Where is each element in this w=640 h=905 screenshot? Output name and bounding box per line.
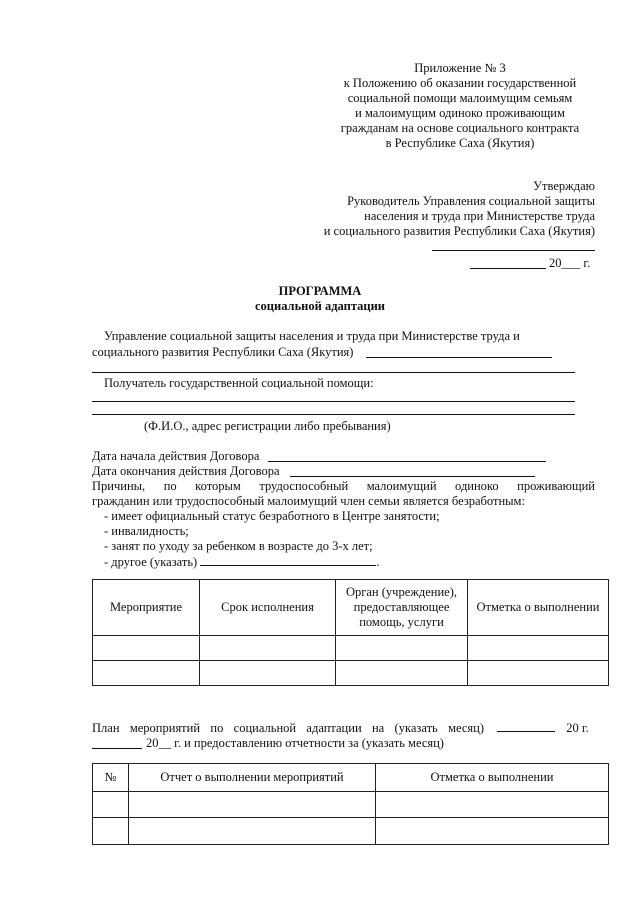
org-line1: Управление социальной защиты населения и труда при Министерстве труда и xyxy=(104,329,520,343)
table-cell[interactable] xyxy=(468,661,609,686)
title-line1: ПРОГРАММА xyxy=(278,284,362,298)
table-row xyxy=(93,636,609,661)
approval-line: и социального развития Республики Саха (Якутия) xyxy=(323,224,595,238)
table-cell[interactable] xyxy=(200,636,336,661)
appendix-line: к Положению об оказании государственной xyxy=(343,76,577,90)
org-line2: социального развития Республики Саха (Якутия) xyxy=(92,345,354,359)
end-date-label: Дата окончания действия Договора xyxy=(92,464,280,478)
recipient-label: Получатель государственной социальной помощи: xyxy=(104,376,374,390)
recipient-line1[interactable] xyxy=(92,401,575,402)
table-header-row xyxy=(93,580,609,636)
appendix-line: Приложение № 3 xyxy=(414,61,506,75)
org-name-blank[interactable] xyxy=(366,357,552,358)
approver-signature-line[interactable] xyxy=(432,250,595,251)
reason-item-other xyxy=(104,554,440,570)
table-header-cell: Отметка о выполнении xyxy=(376,764,609,792)
end-date-blank[interactable] xyxy=(290,476,535,477)
table-cell[interactable] xyxy=(200,661,336,686)
approval-date-label: 20___ г. xyxy=(549,256,591,270)
table-header-cell: Мероприятие xyxy=(93,580,200,636)
appendix-line: социальной помощи малоимущим семьям xyxy=(347,91,573,105)
appendix-line: в Республике Саха (Якутия) xyxy=(385,136,535,150)
table-header-cell: Отчет о выполнении мероприятий xyxy=(129,764,376,792)
table-row xyxy=(93,661,609,686)
table-cell[interactable] xyxy=(336,661,468,686)
appendix-line: гражданам на основе социального контракта xyxy=(340,121,580,135)
plan-month-blank[interactable] xyxy=(497,720,555,732)
plan-year-blank[interactable] xyxy=(92,748,142,749)
reason-item: - занят по уходу за ребенком в возрасте до 3-х лет; xyxy=(104,539,373,553)
title-line2: социальной адаптации xyxy=(255,299,385,313)
reason-other-blank[interactable] xyxy=(200,554,376,566)
appendix-block xyxy=(300,61,620,151)
start-date-label: Дата начала действия Договора xyxy=(92,449,260,463)
reasons-line1: Причины, по которым трудоспособный малоимущий одиноко проживающий xyxy=(92,479,595,493)
plan-line2: 20__ г. и предоставлению отчетности за (указать месяц) xyxy=(146,736,444,750)
reason-item: - имеет официальный статус безработного в Центре занятости; xyxy=(104,509,440,523)
table-cell[interactable] xyxy=(93,636,200,661)
reasons-list xyxy=(104,509,440,570)
table-row xyxy=(93,792,609,818)
table-header-cell: № xyxy=(93,764,129,792)
reason-other-label: - другое (указать) xyxy=(104,555,198,569)
reason-item: - инвалидность; xyxy=(104,524,189,538)
table-row xyxy=(93,818,609,845)
reasons-line2: гражданин или трудоспособный малоимущий член семьи является безработным: xyxy=(92,494,525,508)
table-header-cell: Орган (учреждение), предоставляющее помощь, услуги xyxy=(336,580,468,636)
approval-line: населения и труда при Министерстве труда xyxy=(364,209,595,223)
table-cell[interactable] xyxy=(129,792,376,818)
approval-date-blank[interactable] xyxy=(470,268,546,269)
org-extra-line[interactable] xyxy=(92,372,575,373)
table-cell[interactable] xyxy=(336,636,468,661)
plan-year-label: 20 г. xyxy=(566,721,589,735)
appendix-line: и малоимущим одиноко проживающим xyxy=(355,106,565,120)
table-header-cell: Отметка о выполнении xyxy=(468,580,609,636)
approval-block xyxy=(280,179,595,239)
recipient-line2[interactable] xyxy=(92,414,575,415)
table-cell[interactable] xyxy=(93,661,200,686)
table-header-cell: Срок исполнения xyxy=(200,580,336,636)
start-date-blank[interactable] xyxy=(268,461,546,462)
table-cell[interactable] xyxy=(376,792,609,818)
report-table xyxy=(92,763,609,845)
table-header-row xyxy=(93,764,609,792)
approval-line: Руководитель Управления социальной защиты xyxy=(347,194,595,208)
plan-line1-text: План мероприятий по социальной адаптации на (указать месяц) xyxy=(92,721,484,735)
document-title xyxy=(0,284,640,314)
table-cell[interactable] xyxy=(376,818,609,845)
table-cell[interactable] xyxy=(93,818,129,845)
approval-line: Утверждаю xyxy=(533,179,595,193)
table-cell[interactable] xyxy=(129,818,376,845)
plan-line1 xyxy=(92,720,595,736)
activities-table xyxy=(92,579,609,686)
table-cell[interactable] xyxy=(93,792,129,818)
reason-other-end: . xyxy=(376,555,380,569)
fio-hint: (Ф.И.О., адрес регистрации либо пребывания) xyxy=(144,419,391,433)
table-cell[interactable] xyxy=(468,636,609,661)
